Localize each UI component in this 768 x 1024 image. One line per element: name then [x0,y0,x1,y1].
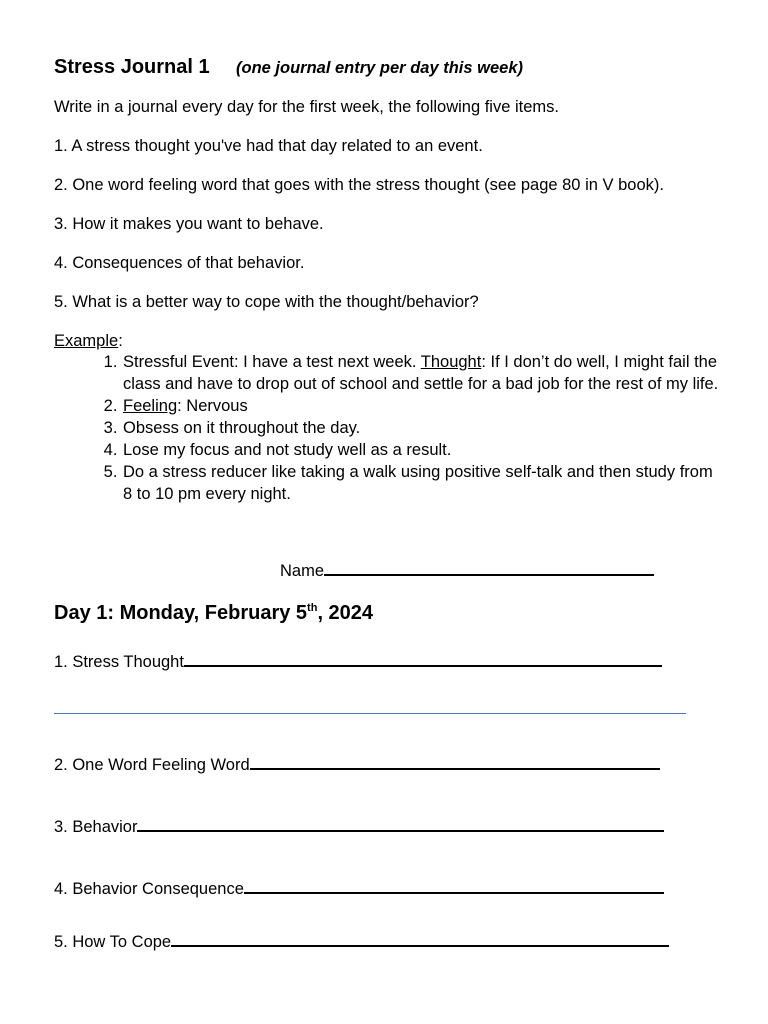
cope-field [54,929,669,952]
example-thought-text: : If I don’t do well, I might fail the class and have to drop out of school and settle for a bad job for the rest of my life. [123,353,719,393]
stress-thought-field [54,649,662,672]
page-title: Stress Journal 1 [54,56,210,78]
behavior-label: 3. Behavior [54,818,138,836]
instruction-item-4: 4. Consequences of that behavior. [54,254,305,272]
page-subtitle: (one journal entry per day this week) [236,59,523,77]
day-heading [54,602,373,625]
cope-label: 5. How To Cope [54,933,172,951]
example-heading [54,332,123,351]
intro-text: Write in a journal every day for the first week, the following five items. [54,98,559,116]
feeling-word-blank-line[interactable] [250,752,660,770]
day-heading-suffix: , 2024 [317,602,374,624]
name-label: Name [280,562,325,580]
name-blank-line[interactable] [324,558,654,576]
instruction-item-5: 5. What is a better way to cope with the thought/behavior? [54,293,479,311]
consequence-label: 4. Behavior Consequence [54,880,244,898]
example-item-4: 4. Lose my focus and not study well as a result. [122,439,722,461]
example-feeling-label: Feeling [123,397,178,415]
example-event: Stressful Event: I have a test next week. [123,353,421,371]
feeling-word-field [54,752,660,775]
example-thought-label: Thought [420,353,482,371]
stress-thought-label: 1. Stress Thought [54,653,184,671]
stress-thought-blank-line[interactable] [184,649,662,667]
cope-blank-line[interactable] [171,929,669,947]
example-item-5: 5. Do a stress reducer like taking a walk using positive self-talk and then study from 8 to 10 pm every night. [122,461,722,505]
example-label: Example [54,332,119,350]
example-item-2 [122,395,722,417]
example-feeling-text: : Nervous [177,397,248,415]
example-list [54,351,722,505]
feeling-word-label: 2. One Word Feeling Word [54,756,250,774]
instruction-item-2: 2. One word feeling word that goes with the stress thought (see page 80 in V book). [54,176,664,194]
day-heading-sup: th [307,602,318,614]
consequence-field [54,876,664,899]
example-item-1 [122,351,722,395]
instruction-item-3: 3. How it makes you want to behave. [54,215,324,233]
stress-thought-continuation-line[interactable] [54,713,686,714]
name-row [280,558,654,581]
behavior-blank-line[interactable] [137,814,664,832]
day-heading-prefix: Day 1: Monday, February 5 [54,602,308,624]
example-item-3: 3. Obsess on it throughout the day. [122,417,722,439]
example-colon: : [118,332,123,350]
instruction-item-1: 1. A stress thought you've had that day related to an event. [54,137,483,155]
behavior-field [54,814,664,837]
consequence-blank-line[interactable] [244,876,664,894]
